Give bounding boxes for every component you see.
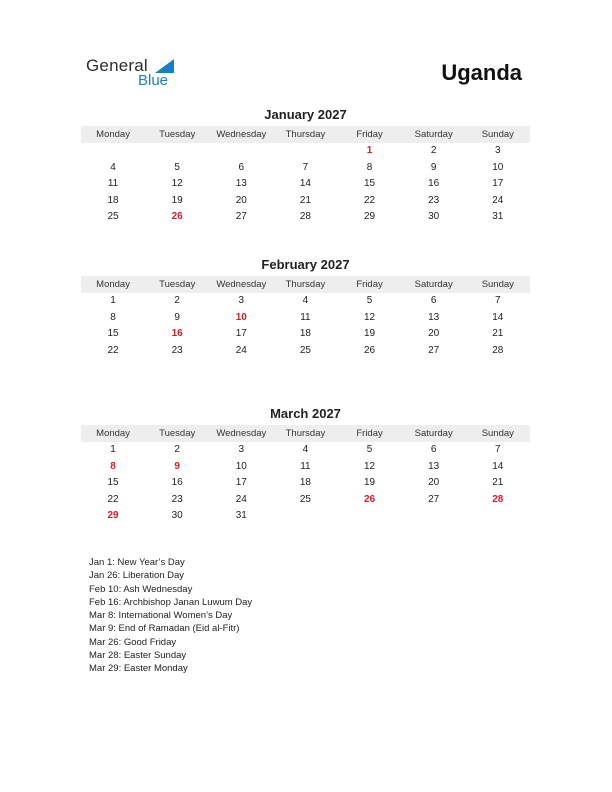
date-cell: 20 xyxy=(428,328,440,340)
date-cell: 13 xyxy=(428,311,440,323)
date-cell: 15 xyxy=(107,477,119,489)
date-cell: 5 xyxy=(174,161,180,173)
date-cell: 20 xyxy=(428,477,440,489)
logo-triangle-icon xyxy=(155,59,174,73)
weekday-label: Thursday xyxy=(285,428,326,439)
date-cell: 23 xyxy=(428,194,440,206)
brand-logo xyxy=(86,56,186,92)
date-cell: 14 xyxy=(492,460,504,472)
date-cell: 31 xyxy=(492,211,504,223)
holiday-note: Mar 26: Good Friday xyxy=(89,636,177,648)
week-row xyxy=(81,143,530,160)
date-cell: 3 xyxy=(495,145,501,156)
date-cell: 27 xyxy=(235,211,247,223)
holiday-note: Mar 28: Easter Sunday xyxy=(89,650,187,662)
date-cell: 25 xyxy=(299,493,311,505)
holiday-date-cell: 9 xyxy=(174,460,180,472)
date-cell: 21 xyxy=(492,328,504,340)
date-cell: 24 xyxy=(492,194,504,206)
date-cell: 5 xyxy=(366,444,373,455)
date-cell: 8 xyxy=(366,161,373,173)
month-january xyxy=(81,107,530,226)
holiday-list xyxy=(89,556,252,676)
date-cell: 4 xyxy=(302,444,309,455)
date-cell: 9 xyxy=(430,161,437,173)
date-cell: 6 xyxy=(430,295,437,306)
date-cell: 24 xyxy=(235,344,247,356)
holiday-note: Jan 26: Liberation Day xyxy=(89,570,185,582)
week-row xyxy=(81,326,530,343)
date-cell: 18 xyxy=(299,477,311,489)
date-cell: 12 xyxy=(171,178,183,190)
weekday-label: Wednesday xyxy=(216,129,267,140)
date-cell: 1 xyxy=(110,444,116,455)
date-cell: 16 xyxy=(171,477,183,489)
weekday-label: Wednesday xyxy=(216,428,267,439)
weekday-label: Friday xyxy=(356,129,383,140)
date-cell: 19 xyxy=(364,328,376,340)
weekday-label: Thursday xyxy=(285,129,326,140)
month-title: January 2027 xyxy=(264,107,347,122)
date-cell: 22 xyxy=(107,344,119,356)
holiday-note: Mar 9: End of Ramadan (Eid al-Fitr) xyxy=(89,623,240,635)
date-cell: 22 xyxy=(107,493,119,505)
month-march xyxy=(81,406,530,525)
week-row xyxy=(81,508,530,525)
date-cell: 25 xyxy=(299,344,311,356)
date-cell: 2 xyxy=(174,295,180,306)
date-cell: 4 xyxy=(302,295,309,306)
holiday-date-cell: 26 xyxy=(171,211,183,223)
week-row xyxy=(81,343,530,360)
week-row xyxy=(81,442,530,459)
weekday-label: Monday xyxy=(96,279,130,290)
weekday-label: Tuesday xyxy=(159,129,196,140)
week-row xyxy=(81,176,530,193)
date-cell: 18 xyxy=(299,328,311,340)
date-cell: 10 xyxy=(235,460,247,472)
date-cell xyxy=(338,508,402,525)
weekday-label: Tuesday xyxy=(159,428,196,439)
date-cell: 4 xyxy=(110,161,116,173)
holiday-note: Feb 10: Ash Wednesday xyxy=(89,583,193,595)
date-cell: 21 xyxy=(492,477,504,489)
weekday-label: Tuesday xyxy=(159,279,196,290)
weekday-header-row xyxy=(81,276,530,293)
date-cell: 28 xyxy=(299,211,311,223)
weekday-label: Saturday xyxy=(414,129,453,140)
date-cell: 2 xyxy=(174,444,180,455)
holiday-date-cell: 1 xyxy=(366,145,373,156)
date-cell: 11 xyxy=(300,460,311,472)
date-cell: 17 xyxy=(492,178,504,190)
weekday-label: Wednesday xyxy=(216,279,267,290)
weekday-header-row xyxy=(81,126,530,143)
date-cell: 15 xyxy=(107,328,119,340)
date-cell: 7 xyxy=(495,295,501,306)
weekday-header-row xyxy=(81,425,530,442)
date-cell: 6 xyxy=(430,444,437,455)
date-cell: 8 xyxy=(110,311,116,323)
weekday-label: Monday xyxy=(96,428,130,439)
date-cell: 13 xyxy=(428,460,440,472)
weekday-label: Saturday xyxy=(414,279,453,290)
date-cell: 2 xyxy=(430,145,437,156)
date-cell xyxy=(209,143,273,160)
date-cell: 20 xyxy=(235,194,247,206)
date-cell: 26 xyxy=(364,344,376,356)
date-cell: 21 xyxy=(299,194,311,206)
date-cell: 10 xyxy=(492,161,504,173)
week-row xyxy=(81,193,530,210)
date-cell xyxy=(466,508,530,525)
weekday-label: Thursday xyxy=(285,279,326,290)
week-row xyxy=(81,475,530,492)
date-cell: 12 xyxy=(364,460,376,472)
week-row xyxy=(81,160,530,177)
date-cell xyxy=(402,508,466,525)
weekday-label: Monday xyxy=(96,129,130,140)
weekday-label: Sunday xyxy=(481,129,514,140)
holiday-date-cell: 28 xyxy=(492,493,504,505)
date-cell: 14 xyxy=(299,178,311,190)
date-cell: 1 xyxy=(110,295,116,306)
date-cell: 6 xyxy=(238,161,245,173)
date-cell: 16 xyxy=(428,178,440,190)
holiday-date-cell: 8 xyxy=(110,460,116,472)
week-row xyxy=(81,293,530,310)
date-cell: 28 xyxy=(492,344,504,356)
weekday-label: Friday xyxy=(356,279,383,290)
week-row xyxy=(81,492,530,509)
holiday-date-cell: 29 xyxy=(107,510,119,522)
date-cell: 5 xyxy=(366,295,373,306)
date-cell: 15 xyxy=(364,178,376,190)
date-cell: 29 xyxy=(364,211,376,223)
weekday-label: Sunday xyxy=(481,428,514,439)
date-cell: 23 xyxy=(171,493,183,505)
date-cell xyxy=(273,508,337,525)
logo-general-text: General xyxy=(86,56,148,75)
month-title: March 2027 xyxy=(270,406,341,421)
date-cell: 7 xyxy=(302,161,309,173)
date-cell: 30 xyxy=(428,211,440,223)
holiday-note: Mar 29: Easter Monday xyxy=(89,663,188,675)
logo-blue-text: Blue xyxy=(138,72,169,89)
week-row xyxy=(81,310,530,327)
date-cell: 27 xyxy=(428,344,440,356)
date-cell: 25 xyxy=(107,211,119,223)
date-cell: 22 xyxy=(364,194,376,206)
weekday-label: Friday xyxy=(356,428,383,439)
month-february xyxy=(81,257,530,359)
week-row xyxy=(81,209,530,226)
date-cell: 14 xyxy=(492,311,504,323)
holiday-date-cell: 26 xyxy=(364,493,376,505)
date-cell: 23 xyxy=(171,344,183,356)
holiday-note: Mar 8: International Women’s Day xyxy=(89,610,233,622)
date-cell: 19 xyxy=(364,477,376,489)
date-cell: 11 xyxy=(300,311,311,323)
date-cell: 3 xyxy=(238,295,245,306)
weekday-label: Saturday xyxy=(414,428,453,439)
date-cell xyxy=(145,143,209,160)
date-cell: 11 xyxy=(107,178,119,190)
weekday-label: Sunday xyxy=(481,279,514,290)
date-cell: 17 xyxy=(235,328,247,340)
holiday-date-cell: 10 xyxy=(235,311,247,323)
holiday-note: Feb 16: Archbishop Janan Luwum Day xyxy=(89,596,253,608)
date-cell xyxy=(273,143,337,160)
date-cell: 27 xyxy=(428,493,440,505)
holiday-date-cell: 16 xyxy=(171,328,183,340)
holiday-note: Jan 1: New Year’s Day xyxy=(89,557,185,568)
date-cell: 19 xyxy=(171,194,183,206)
date-cell: 17 xyxy=(235,477,247,489)
date-cell: 18 xyxy=(107,194,119,206)
date-cell: 7 xyxy=(495,444,501,455)
month-title: February 2027 xyxy=(261,257,350,272)
date-cell: 24 xyxy=(235,493,247,505)
date-cell: 9 xyxy=(174,311,180,323)
country-title: Uganda xyxy=(441,60,522,85)
date-cell: 31 xyxy=(235,510,247,522)
date-cell xyxy=(81,143,145,160)
week-row xyxy=(81,459,530,476)
date-cell: 13 xyxy=(235,178,247,190)
date-cell: 12 xyxy=(364,311,376,323)
date-cell: 3 xyxy=(238,444,245,455)
date-cell: 30 xyxy=(171,510,183,522)
